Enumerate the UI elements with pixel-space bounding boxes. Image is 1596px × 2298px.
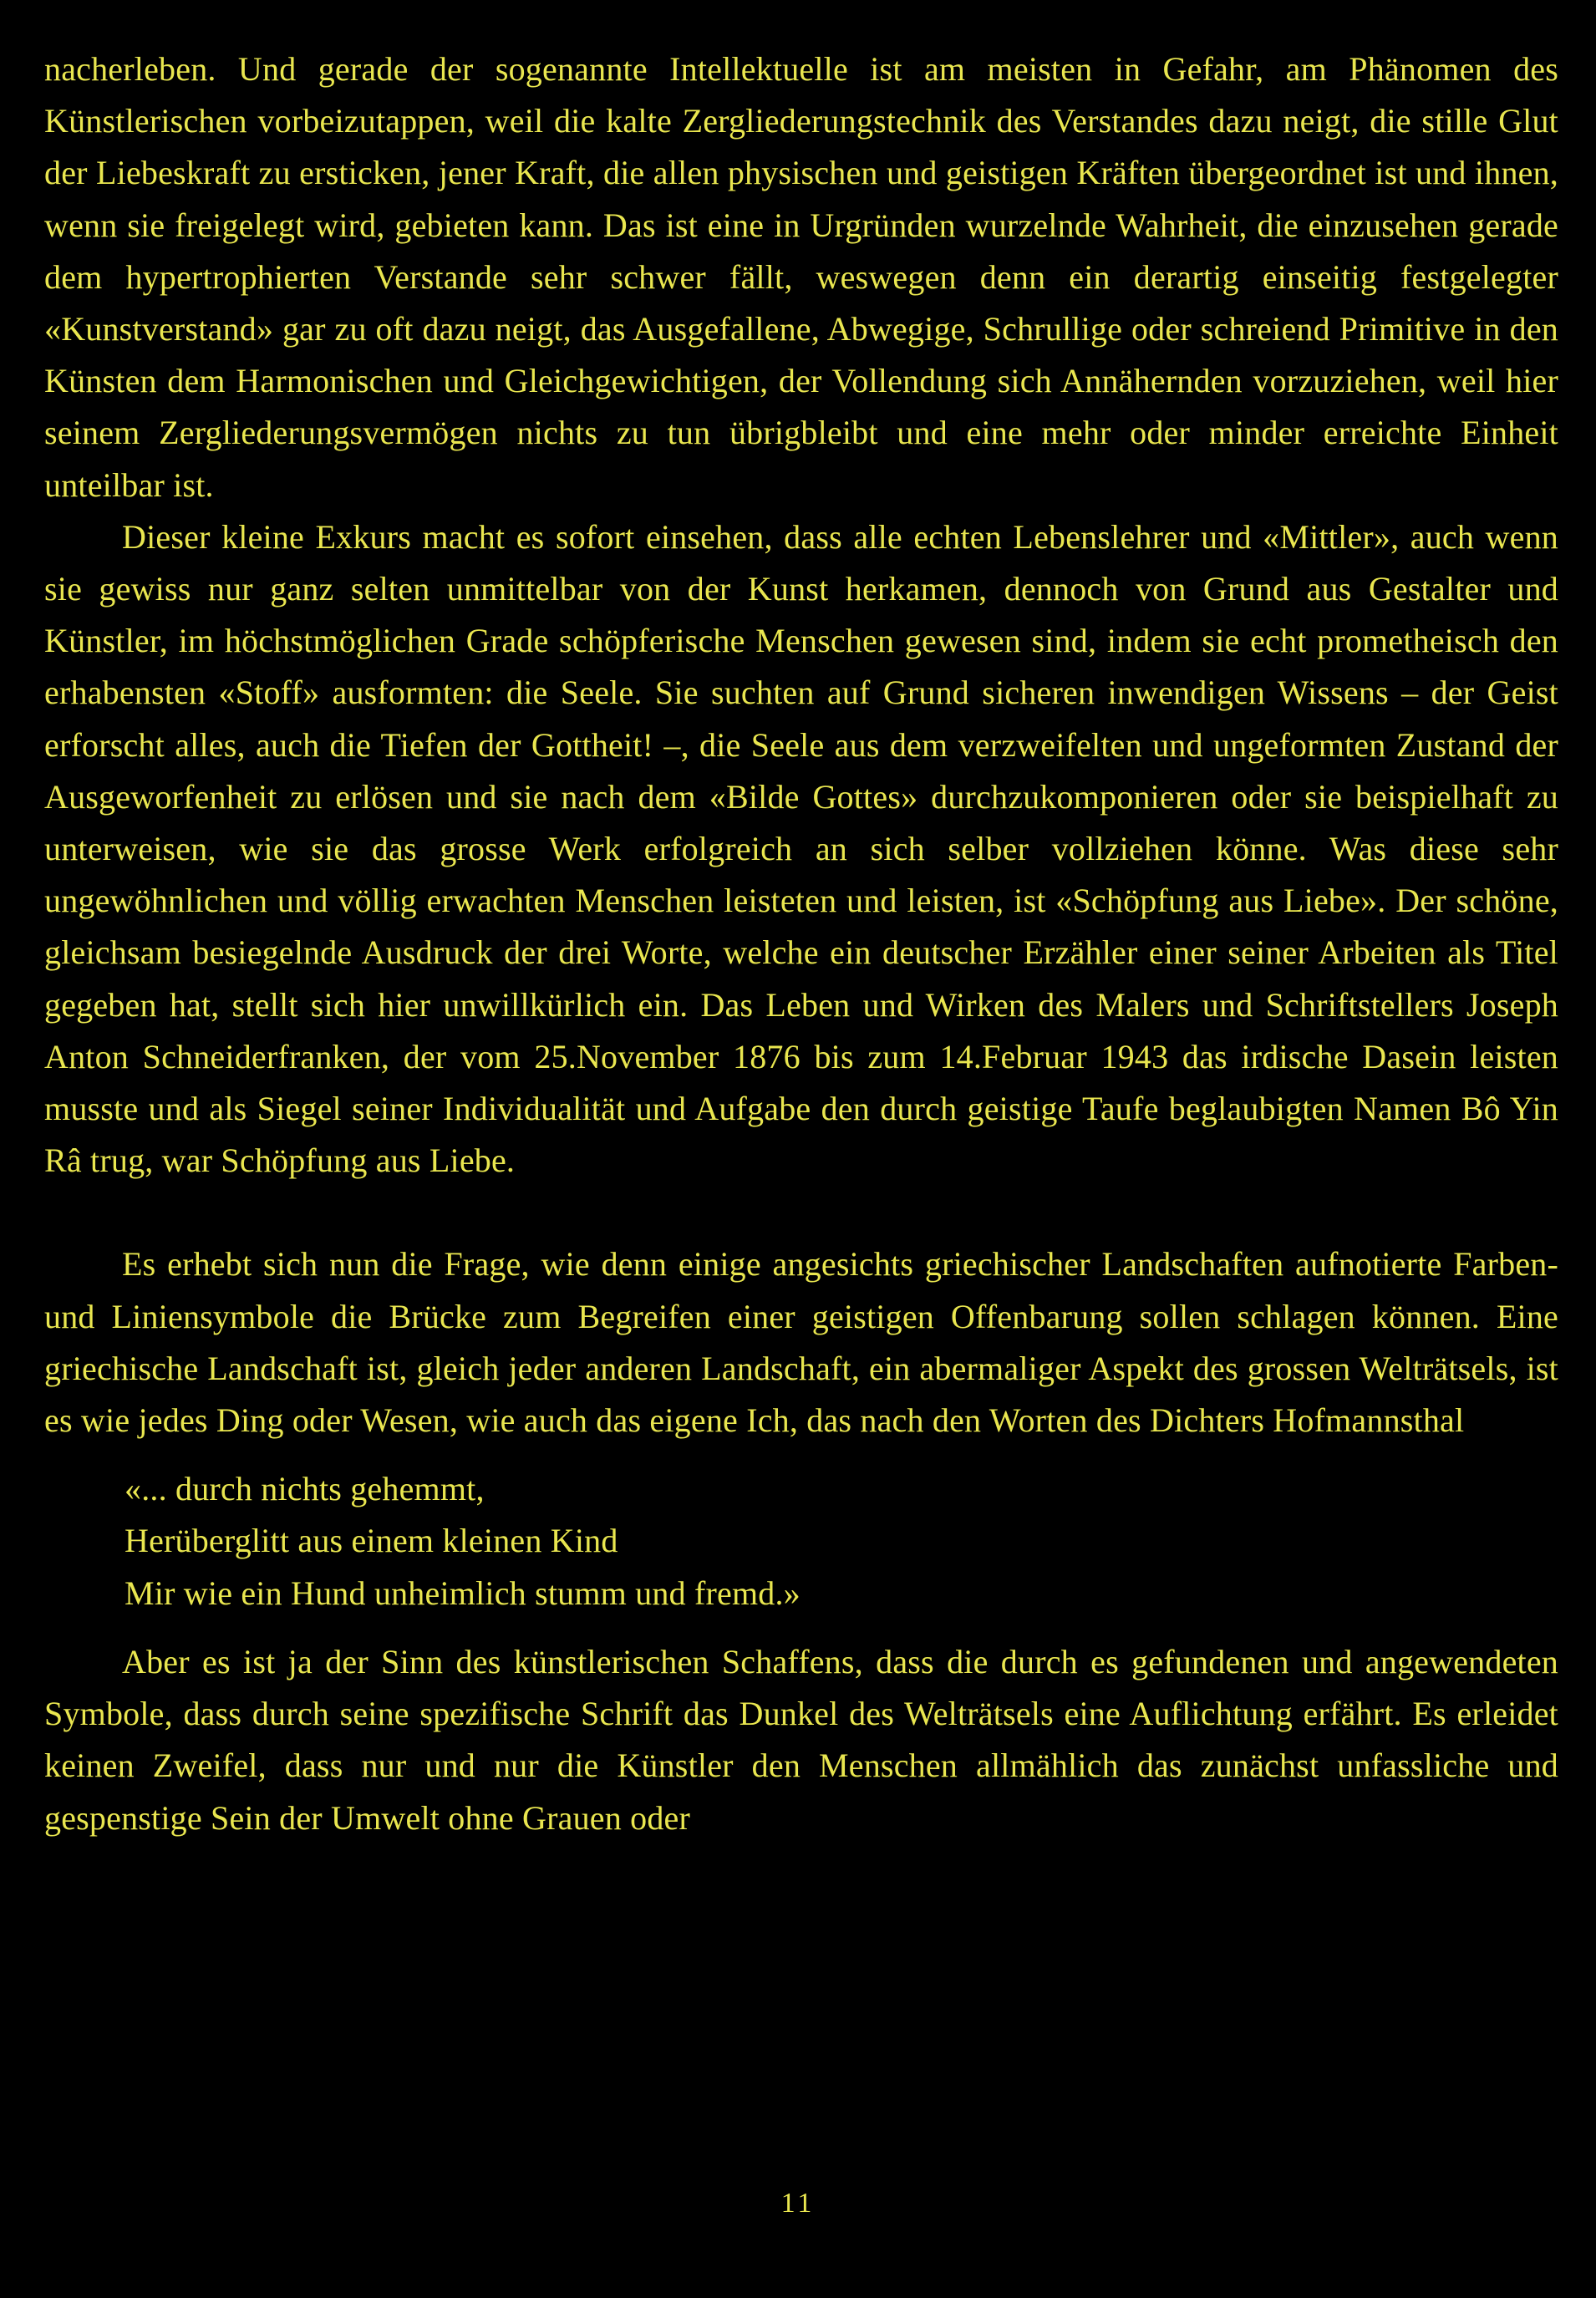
paragraph-3: Es erhebt sich nun die Frage, wie denn einige angesichts griechischer Landschaften aufnotierte Farben- und Liniensymbole die Brücke zum Begreifen einer geistigen Offenbarung sollen schlagen können. Eine griechische Landschaft ist, gleich jeder anderen Landschaft, ein abermaliger Aspekt des grossen Welträtsels, ist es wie jedes Ding oder Wesen, wie auch das eigene Ich, das nach den Worten des Dichters Hofmannsthal (44, 1245, 1558, 1440)
body-text (44, 43, 1558, 1844)
verse-line-2: Herüberglitt aus einem kleinen Kind (125, 1522, 618, 1560)
paragraph-2: Dieser kleine Exkurs macht es sofort einsehen, dass alle echten Lebenslehrer und «Mittler», auch wenn sie gewiss nur ganz selten unmittelbar von der Kunst herkamen, dennoch von Grund aus Gestalter und Künstler, im höchstmöglichen Grade schöpferische Menschen gewesen sind, indem sie echt prometheisch den erhabensten «Stoff» ausformten: die Seele. Sie suchten auf Grund sicheren inwendigen Wissens – der Geist erforscht alles, auch die Tiefen der Gottheit! –, die Seele aus dem verzweifelten und ungeformten Zustand der Ausgeworfenheit zu erlösen und sie nach dem «Bilde Gottes» durchzukomponieren oder sie beispielhaft zu unterweisen, wie sie das grosse Werk erfolgreich an sich selber vollziehen könne. Was diese sehr ungewöhnlichen und völlig erwachten Menschen leisteten und leisten, ist «Schöpfung aus Liebe». Der schöne, gleichsam besiegelnde Ausdruck der drei Worte, welche ein deutscher Erzähler einer seiner Arbeiten als Titel gegeben hat, stellt sich hier unwillkürlich ein. Das Leben und Wirken des Malers und Schriftstellers Joseph Anton Schneiderfranken, der vom 25.November 1876 bis zum 14.Februar 1943 das irdische Dasein leisten musste und als Siegel seiner Individualität und Aufgabe den durch geistige Taufe beglaubigten Namen Bô Yin Râ trug, war Schöpfung aus Liebe. (44, 517, 1558, 1180)
page-number: 11 (780, 2188, 816, 2219)
paragraph-1: nacherleben. Und gerade der sogenannte Intellektuelle ist am meisten in Gefahr, am Phänomen des Künstlerischen vorbeizutappen, weil die kalte Zergliederungstechnik des Verstandes dazu neigt, die stille Glut der Liebeskraft zu ersticken, jener Kraft, die allen physischen und geistigen Kräften übergeordnet ist und ihnen, wenn sie freigelegt wird, gebieten kann. Das ist eine in Urgründen wurzelnde Wahrheit, die einzusehen gerade dem hypertrophierten Verstande sehr schwer fällt, weswegen denn ein derartig einseitig festgelegter «Kunstverstand» gar zu oft dazu neigt, das Ausgefallene, Abwegige, Schrullige oder schreiend Primitive in den Künsten dem Harmonischen und Gleichgewichtigen, der Vollendung sich Annähernden vorzuziehen, weil hier seinem Zergliederungsvermögen nichts zu tun übrigbleibt und eine mehr oder minder erreichte Einheit unteilbar ist. (44, 50, 1558, 504)
paragraph-4: Aber es ist ja der Sinn des künstlerischen Schaffens, dass die durch es gefundenen und angewendeten Symbole, dass durch seine spezifische Schrift das Dunkel des Welträtsels eine Auflichtung erfährt. Es erleidet keinen Zweifel, dass nur und nur die Künstler den Menschen allmählich das zunächst unfassliche und gespenstige Sein der Umwelt ohne Grauen oder (44, 1642, 1558, 1837)
verse-line-3: Mir wie ein Hund unheimlich stumm und fremd.» (125, 1574, 801, 1612)
verse-quote (44, 1463, 1558, 1619)
verse-line-1: «... durch nichts gehemmt, (125, 1470, 485, 1508)
